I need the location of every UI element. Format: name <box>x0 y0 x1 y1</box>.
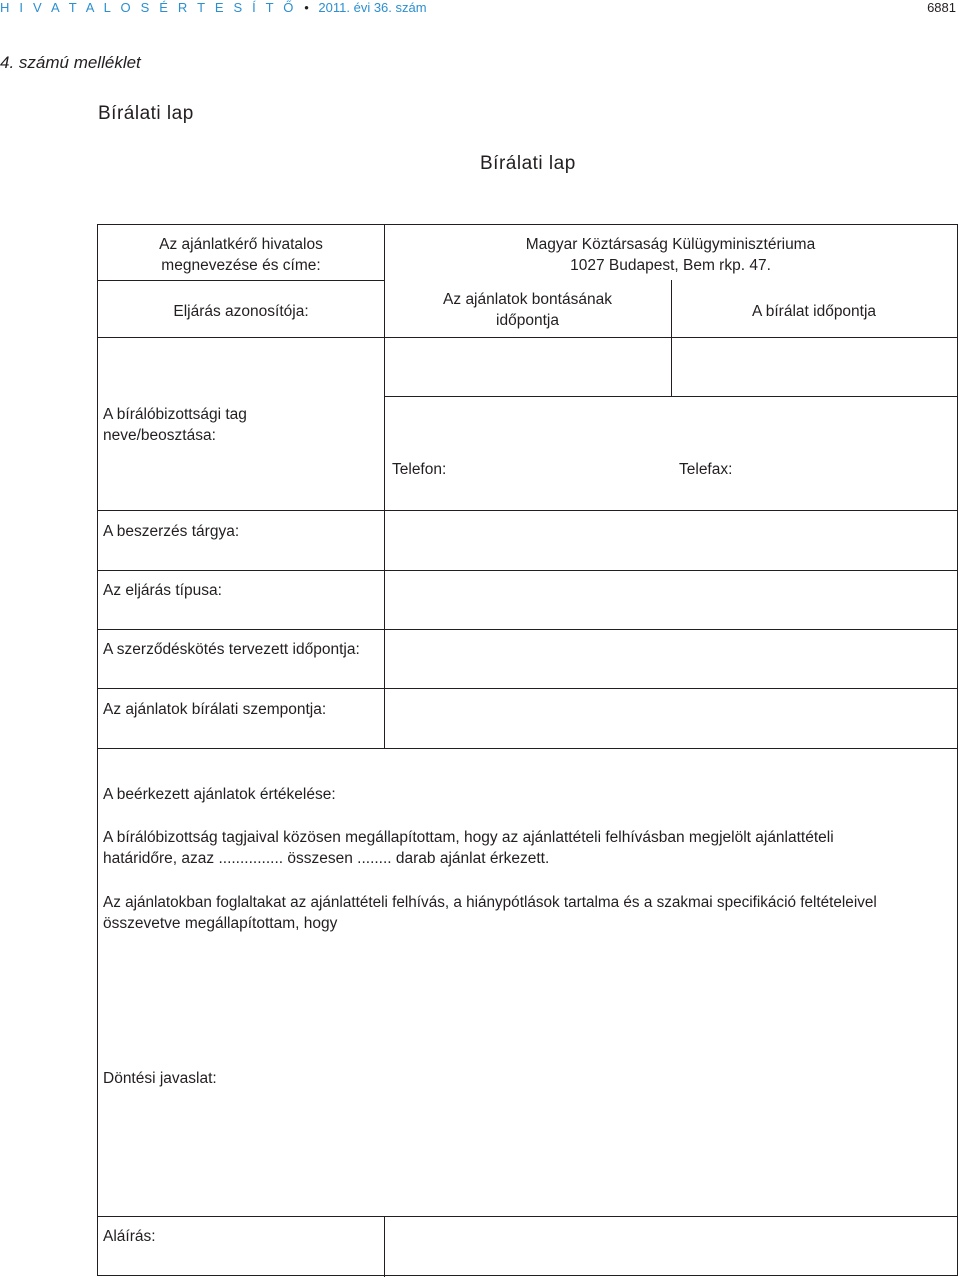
evaluation-form <box>97 224 958 1276</box>
row-divider <box>98 688 957 689</box>
phone-label: Telefon: <box>392 461 447 478</box>
label-line: Az ajánlatkérő hivatalos <box>159 236 323 253</box>
row-divider <box>98 1216 957 1217</box>
committee-member-label <box>103 404 383 446</box>
page-number: 6881 <box>927 0 956 15</box>
contracting-authority-value <box>384 234 957 276</box>
row-divider <box>98 629 957 630</box>
criteria-label: Az ajánlatok bírálati szempontja: <box>103 701 327 718</box>
row-divider <box>98 337 957 338</box>
opening-date-label <box>384 289 671 331</box>
label-line: A bírálóbizottsági tag <box>103 406 247 423</box>
row-divider <box>98 510 957 511</box>
annex-label: 4. számú melléklet <box>0 53 141 72</box>
column-divider <box>384 510 385 748</box>
issue-label: 2011. évi 36. szám <box>318 0 427 15</box>
column-divider <box>384 1216 385 1277</box>
evaluation-date-label: A bírálat időpontja <box>751 303 877 320</box>
contracting-authority-label <box>98 234 384 276</box>
row-divider <box>98 280 384 281</box>
subject-label: A beszerzés tárgya: <box>103 523 240 540</box>
label-line: időpontja <box>496 312 559 329</box>
page-title: Bírálati lap <box>98 103 194 124</box>
bullet-separator: • <box>304 0 309 15</box>
paragraph-line: A bírálóbizottság tagjaival közösen megállapítottam, hogy az ajánlattételi felhívásban megjelölt ajánlattételi <box>103 829 834 846</box>
row-divider <box>98 748 957 749</box>
label-line: Az ajánlatok bontásának <box>443 291 612 308</box>
assessment-paragraph-1 <box>103 827 953 869</box>
assessment-paragraph-2 <box>103 892 953 934</box>
value-line: Magyar Köztársaság Külügyminisztériuma <box>525 236 816 253</box>
journal-title: H I V A T A L O S É R T E S Í T Ő <box>0 0 297 15</box>
decision-label: Döntési javaslat: <box>103 1070 217 1087</box>
signature-label: Aláírás: <box>103 1228 156 1245</box>
row-divider <box>384 396 957 397</box>
row-divider <box>98 570 957 571</box>
assessment-heading: A beérkezett ajánlatok értékelése: <box>103 786 336 803</box>
paragraph-line: Az ajánlatokban foglaltakat az ajánlattételi felhívás, a hiánypótlások tartalma és a szakmai specifikáció feltételeivel <box>103 894 877 911</box>
running-header <box>0 0 427 15</box>
fax-label: Telefax: <box>679 461 733 478</box>
procedure-type-label: Az eljárás típusa: <box>103 582 222 599</box>
column-divider <box>671 280 672 396</box>
paragraph-line: határidőre, azaz ............... összesen ........ darab ajánlat érkezett. <box>103 850 550 867</box>
label-line: megnevezése és címe: <box>161 257 321 274</box>
form-title: Bírálati lap <box>480 153 576 174</box>
label-line: neve/beosztása: <box>103 427 216 444</box>
paragraph-line: összevetve megállapítottam, hogy <box>103 915 338 932</box>
contract-date-label: A szerződéskötés tervezett időpontja: <box>103 641 360 658</box>
procedure-id-label: Eljárás azonosítója: <box>173 303 309 320</box>
value-line: 1027 Budapest, Bem rkp. 47. <box>570 257 771 274</box>
